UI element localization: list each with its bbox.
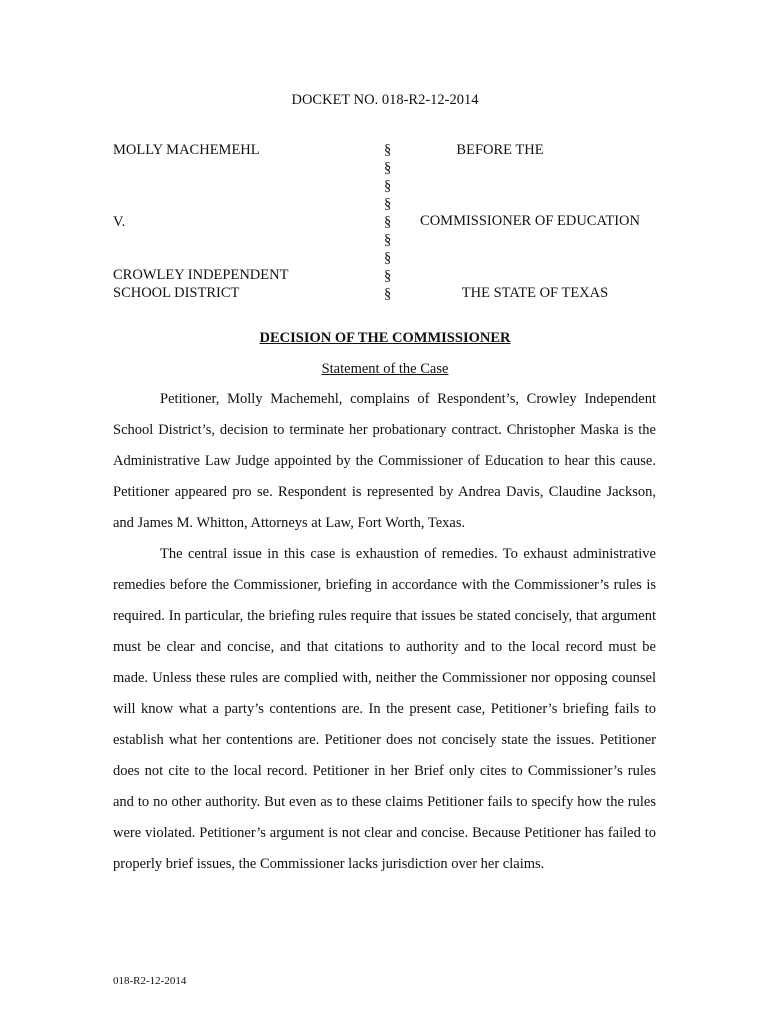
section-mark: § xyxy=(384,268,392,284)
petitioner-name: MOLLY MACHEMEHL xyxy=(113,142,260,158)
section-mark: § xyxy=(384,142,392,158)
section-mark: § xyxy=(384,178,392,194)
body-paragraph-1: Petitioner, Molly Machemehl, complains of Respondent’s, Crowley Independent School District’s, decision to terminate her probationary contract. Christopher Maska is the Administrative Law Judge appointed by the Commissioner of Education to hear this cause. Petitioner appeared pro se. Respondent is represented by Andrea Davis, Claudine Jackson, and James M. Whitton, Attorneys at Law, Fort Worth, Texas. xyxy=(113,391,656,531)
section-mark: § xyxy=(384,214,392,230)
docket-number: DOCKET NO. 018-R2-12-2014 xyxy=(291,92,479,108)
respondent-line-2: SCHOOL DISTRICT xyxy=(113,285,240,301)
section-mark: § xyxy=(384,196,392,212)
body-paragraph-2: The central issue in this case is exhaustion of remedies. To exhaust administrative remedies before the Commissioner, briefing in accordance with the Commissioner’s rules is required. In particular, the briefing rules require that issues be stated concisely, that argument must be clear and concise, and that citations to authority and to the local record must be made. Unless these rules are complied with, neither the Commissioner nor opposing counsel will know what a party’s contentions are. In the present case, Petitioner’s briefing fails to establish what her contentions are. Petitioner does not concisely state the issues. Petitioner does not cite to the local record. Petitioner in her Brief only cites to Commissioner’s rules and to no other authority. But even as to these claims Petitioner fails to specify how the rules were violated. Petitioner’s argument is not clear and concise. Because Petitioner has failed to properly brief issues, the Commissioner lacks jurisdiction over her claims. xyxy=(113,546,656,872)
section-mark: § xyxy=(384,232,392,248)
respondent-line-1: CROWLEY INDEPENDENT xyxy=(113,267,289,283)
footer-docket: 018-R2-12-2014 xyxy=(113,975,187,987)
section-mark: § xyxy=(384,250,392,266)
state-label: THE STATE OF TEXAS xyxy=(461,285,609,301)
section-mark: § xyxy=(384,286,392,302)
before-the-label: BEFORE THE xyxy=(456,142,544,158)
decision-title: DECISION OF THE COMMISSIONER xyxy=(259,330,511,346)
versus-label: V. xyxy=(113,214,126,230)
statement-heading: Statement of the Case xyxy=(321,361,449,377)
section-mark: § xyxy=(384,160,392,176)
commissioner-label: COMMISSIONER OF EDUCATION xyxy=(420,213,640,229)
